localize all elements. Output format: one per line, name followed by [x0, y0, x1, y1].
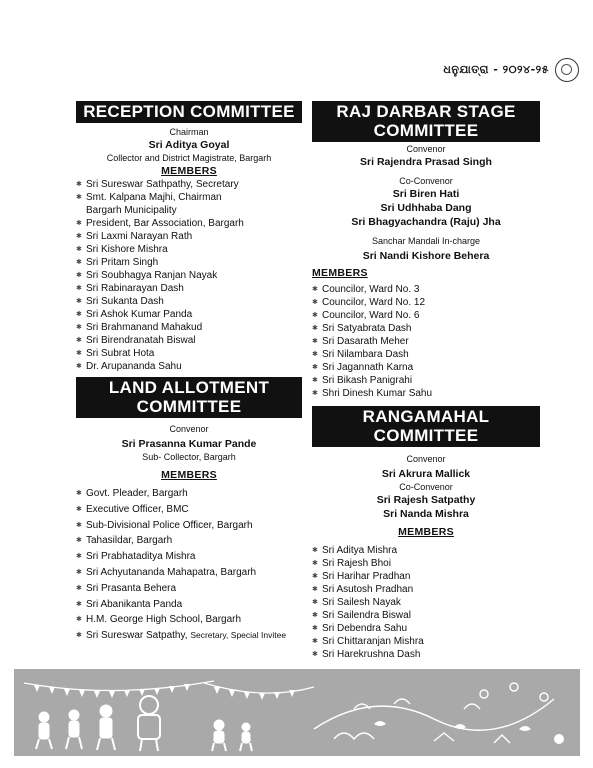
- rajdarbar-incharge-role: Sanchar Mandali In-charge: [371, 236, 481, 246]
- list-item: ✱ Sri Subrat Hota: [76, 347, 302, 360]
- list-item: ✱ Sri Soubhagya Ranjan Nayak: [76, 269, 302, 282]
- rajdarbar-title: [312, 101, 540, 142]
- rajdarbar-co-name-1: Sri Biren Hati: [392, 188, 460, 200]
- list-item: ✱ Sri Harekrushna Dash: [312, 648, 540, 661]
- list-item: ✱ Tahasildar, Bargarh: [76, 533, 302, 549]
- list-item: ✱ Sri Prasanta Behera: [76, 581, 302, 597]
- list-item: ✱ Shri Dinesh Kumar Sahu: [312, 387, 540, 400]
- land-title-line2: COMMITTEE: [136, 397, 242, 416]
- list-item: ✱ Executive Officer, BMC: [76, 502, 302, 518]
- reception-members-label: MEMBERS: [161, 165, 217, 177]
- list-item: ✱ Sri Nilambara Dash: [312, 348, 540, 361]
- folk-art-svg: [14, 669, 580, 756]
- list-item: ✱ Councilor, Ward No. 6: [312, 309, 540, 322]
- reception-role: Chairman: [169, 127, 209, 137]
- list-item: ✱ Sri Pritam Singh: [76, 256, 302, 269]
- rajdarbar-members-list: [312, 283, 540, 400]
- list-item: ✱ Sri Bikash Panigrahi: [312, 374, 540, 387]
- reception-title: RECEPTION COMMITTEE: [76, 101, 302, 123]
- list-item: ✱ Sri Birendranatah Biswal: [76, 334, 302, 347]
- list-item: ✱ Sri Satyabrata Dash: [312, 322, 540, 335]
- rajdarbar-role: Convenor: [406, 144, 446, 154]
- rajdarbar-title-line1: RAJ DARBAR STAGE: [336, 102, 516, 121]
- rajdarbar-co-name-2: Sri Udhhaba Dang: [380, 202, 472, 214]
- page-header: [443, 58, 579, 82]
- list-item: ✱ H.M. George High School, Bargarh: [76, 612, 302, 628]
- list-item: ✱ Councilor, Ward No. 3: [312, 283, 540, 296]
- land-members-label: MEMBERS: [161, 469, 217, 481]
- list-item: ✱ Sri Rabinarayan Dash: [76, 282, 302, 295]
- emblem-icon: [555, 58, 579, 82]
- rangamahal-members-list: [312, 544, 540, 661]
- list-item: ✱ Sri Rajesh Bhoi: [312, 557, 540, 570]
- list-item: ✱ Sri Brahmanand Mahakud: [76, 321, 302, 334]
- list-item: ✱ Sri Ashok Kumar Panda: [76, 308, 302, 321]
- reception-chairman-designation: Collector and District Magistrate, Bargarh: [106, 153, 272, 163]
- land-role: Convenor: [169, 424, 209, 434]
- list-item: ✱ Sri Chittaranjan Mishra: [312, 635, 540, 648]
- list-item: ✱ Sri Debendra Sahu: [312, 622, 540, 635]
- reception-members-list: [76, 178, 302, 373]
- rajdarbar-title-line2: COMMITTEE: [373, 121, 479, 140]
- list-item: ✱ Sri Sukanta Dash: [76, 295, 302, 308]
- rangamahal-co-name-1: Sri Rajesh Satpathy: [376, 494, 476, 506]
- rangamahal-title: [312, 406, 540, 447]
- list-item: ✱ President, Bar Association, Bargarh: [76, 217, 302, 230]
- left-column: [76, 101, 302, 644]
- rajdarbar-incharge-name: Sri Nandi Kishore Behera: [362, 250, 490, 262]
- reception-chairman-name: Sri Aditya Goyal: [148, 139, 230, 151]
- rajdarbar-convenor-name: Sri Rajendra Prasad Singh: [360, 156, 492, 168]
- list-item: ✱ Sri Asutosh Pradhan: [312, 583, 540, 596]
- rangamahal-role: Convenor: [406, 454, 446, 464]
- list-item: ✱ Sri Aditya Mishra: [312, 544, 540, 557]
- header-text: ଧନୁଯାତ୍ରା - ୨୦୨୪-୨୫: [443, 63, 549, 76]
- land-title-line1: LAND ALLOTMENT: [108, 378, 270, 397]
- list-item: ✱ Dr. Arupananda Sahu: [76, 360, 302, 373]
- last-member-suffix: Secretary, Special Invitee: [190, 630, 287, 641]
- rangamahal-title-line2: COMMITTEE: [373, 426, 479, 445]
- list-item-continuation: Bargarh Municipality: [86, 205, 177, 216]
- rangamahal-title-line1: RANGAMAHAL: [362, 407, 490, 426]
- list-item: ✱ Sri Kishore Mishra: [76, 243, 302, 256]
- list-item: ✱ Sri Dasarath Meher: [312, 335, 540, 348]
- land-title: [76, 377, 302, 418]
- rajdarbar-members-label: MEMBERS: [312, 267, 368, 279]
- list-item: ✱ Sri Laxmi Narayan Rath: [76, 230, 302, 243]
- rajdarbar-co-name-3: Sri Bhagyachandra (Raju) Jha: [351, 216, 501, 228]
- rangamahal-convenor-name: Sri Akrura Mallick: [381, 468, 471, 480]
- list-item: ✱ Sri Jagannath Karna: [312, 361, 540, 374]
- list-item: ✱ Sri Abanikanta Panda: [76, 597, 302, 613]
- list-item: ✱ Sri Harihar Pradhan: [312, 570, 540, 583]
- list-item: ✱ Sub-Divisional Police Officer, Bargarh: [76, 518, 302, 534]
- list-item: ✱ Sri Prabhataditya Mishra: [76, 549, 302, 565]
- land-members-list: [76, 486, 302, 644]
- list-item: ✱ Sri Sailendra Biswal: [312, 609, 540, 622]
- last-member-name: Sri Sureswar Satpathy,: [86, 630, 188, 642]
- right-column: [312, 101, 540, 661]
- rangamahal-co-role: Co-Convenor: [399, 482, 453, 492]
- land-convenor-name: Sri Prasanna Kumar Pande: [121, 438, 257, 450]
- list-item: [76, 628, 302, 644]
- list-item: ✱ Govt. Pleader, Bargarh: [76, 486, 302, 502]
- list-item: ✱ Sri Sailesh Nayak: [312, 596, 540, 609]
- land-convenor-designation: Sub- Collector, Bargarh: [142, 452, 236, 462]
- rajdarbar-co-role: Co-Convenor: [399, 176, 453, 186]
- list-item: ✱ Smt. Kalpana Majhi, Chairman: [76, 191, 302, 204]
- rangamahal-co-name-2: Sri Nanda Mishra: [383, 508, 469, 520]
- list-item: ✱ Councilor, Ward No. 12: [312, 296, 540, 309]
- folk-art-illustration: [14, 669, 580, 756]
- list-item: ✱ Sri Achyutananda Mahapatra, Bargarh: [76, 565, 302, 581]
- rangamahal-members-label: MEMBERS: [398, 526, 454, 538]
- list-item: ✱ Sri Sureswar Sathpathy, Secretary: [76, 178, 302, 191]
